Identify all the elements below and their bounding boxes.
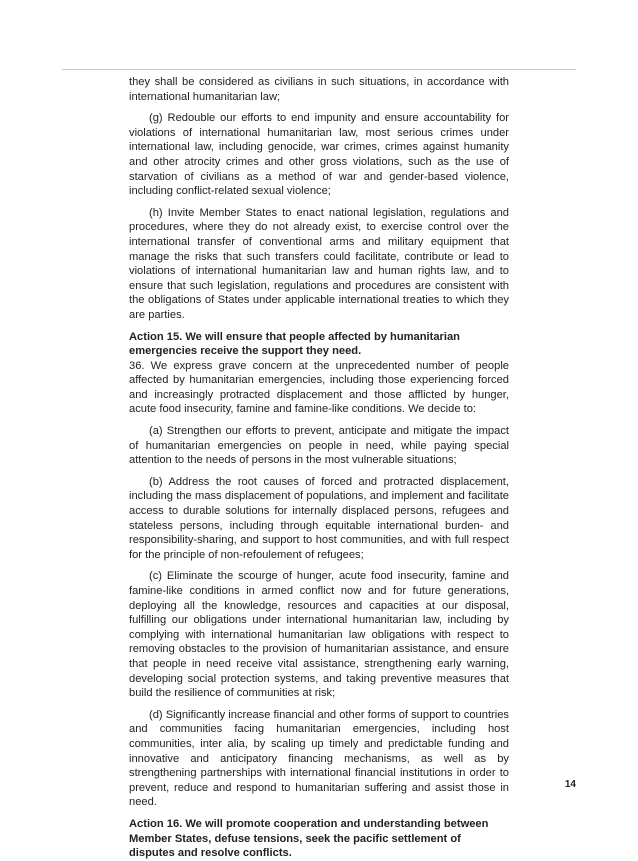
paragraph-36-c: (c) Eliminate the scourge of hunger, acute food insecurity, famine and famine-like conditions in armed conflict now and for future generations, deploying all the knowledge, resources and capacities at our disposal, fulfilling our obligations under international humanitarian law, including by complying with international humanitarian law obligations with respect to removing obstacles to the provision of humanitarian assistance, and ensure that people in need receive vital assistance, strengthening early warning, developing social protection systems, and taking preventive measures that build the resilience of communities at risk; [129,570,509,700]
paragraph-36-b: (b) Address the root causes of forced and protracted displacement, including the mass displacement of populations, and implement and facilitate access to durable solutions for internally displaced persons, refugees and stateless persons, including through equitable international burden- and responsibility-sharing, and support to host communities, and with full respect for the principle of non-refoulement of refugees; [129,475,509,561]
header-rule [62,69,576,70]
continuation-paragraph: they shall be considered as civilians in such situations, in accordance with international humanitarian law; [129,76,509,103]
action-16-heading: Action 16. We will promote cooperation and understanding between Member States, defuse tensions, seek the pacific settlement of disputes and resolve conflicts. [129,817,489,860]
paragraph-36: 36. We express grave concern at the unprecedented number of people affected by humanitarian emergencies, including those experiencing forced and increasingly protracted displacement and those afflicted by hunger, acute food insecurity, famine and famine-like conditions. We decide to: [129,359,509,416]
paragraph-g: (g) Redouble our efforts to end impunity and ensure accountability for violations of international humanitarian law, most serious crimes under international law, including genocide, war crimes, crimes against humanity and other atrocity crimes and other gross violations, such as the use of starvation of civilians as a method of war and gender-based violence, including conflict-related sexual violence; [129,112,509,198]
paragraph-36-a: (a) Strengthen our efforts to prevent, anticipate and mitigate the impact of humanitarian emergencies on people in need, while paying special attention to the needs of persons in the most vulnerable situations; [129,425,509,467]
document-body [129,75,509,861]
page-number: 14 [564,779,576,790]
action-15-heading: Action 15. We will ensure that people affected by humanitarian emergencies receive the support they need. [129,330,460,358]
paragraph-h: (h) Invite Member States to enact national legislation, regulations and procedures, where they do not already exist, to exercise control over the international transfer of conventional arms and military equipment that manage the risks that such transfers could facilitate, contribute or lead to violations of international humanitarian law and human rights law, and to ensure that such legislation, regulations and procedures are consistent with the obligations of States under applicable international treaties to which they are parties. [129,206,509,321]
paragraph-36-d: (d) Significantly increase financial and other forms of support to countries and communities facing humanitarian emergencies, including host communities, inter alia, by scaling up timely and predictable funding and innovative and anticipatory financing mechanisms, as well as by strengthening partnerships with international financial institutions in order to prevent, reduce and respond to humanitarian suffering and assist those in need. [129,708,509,809]
